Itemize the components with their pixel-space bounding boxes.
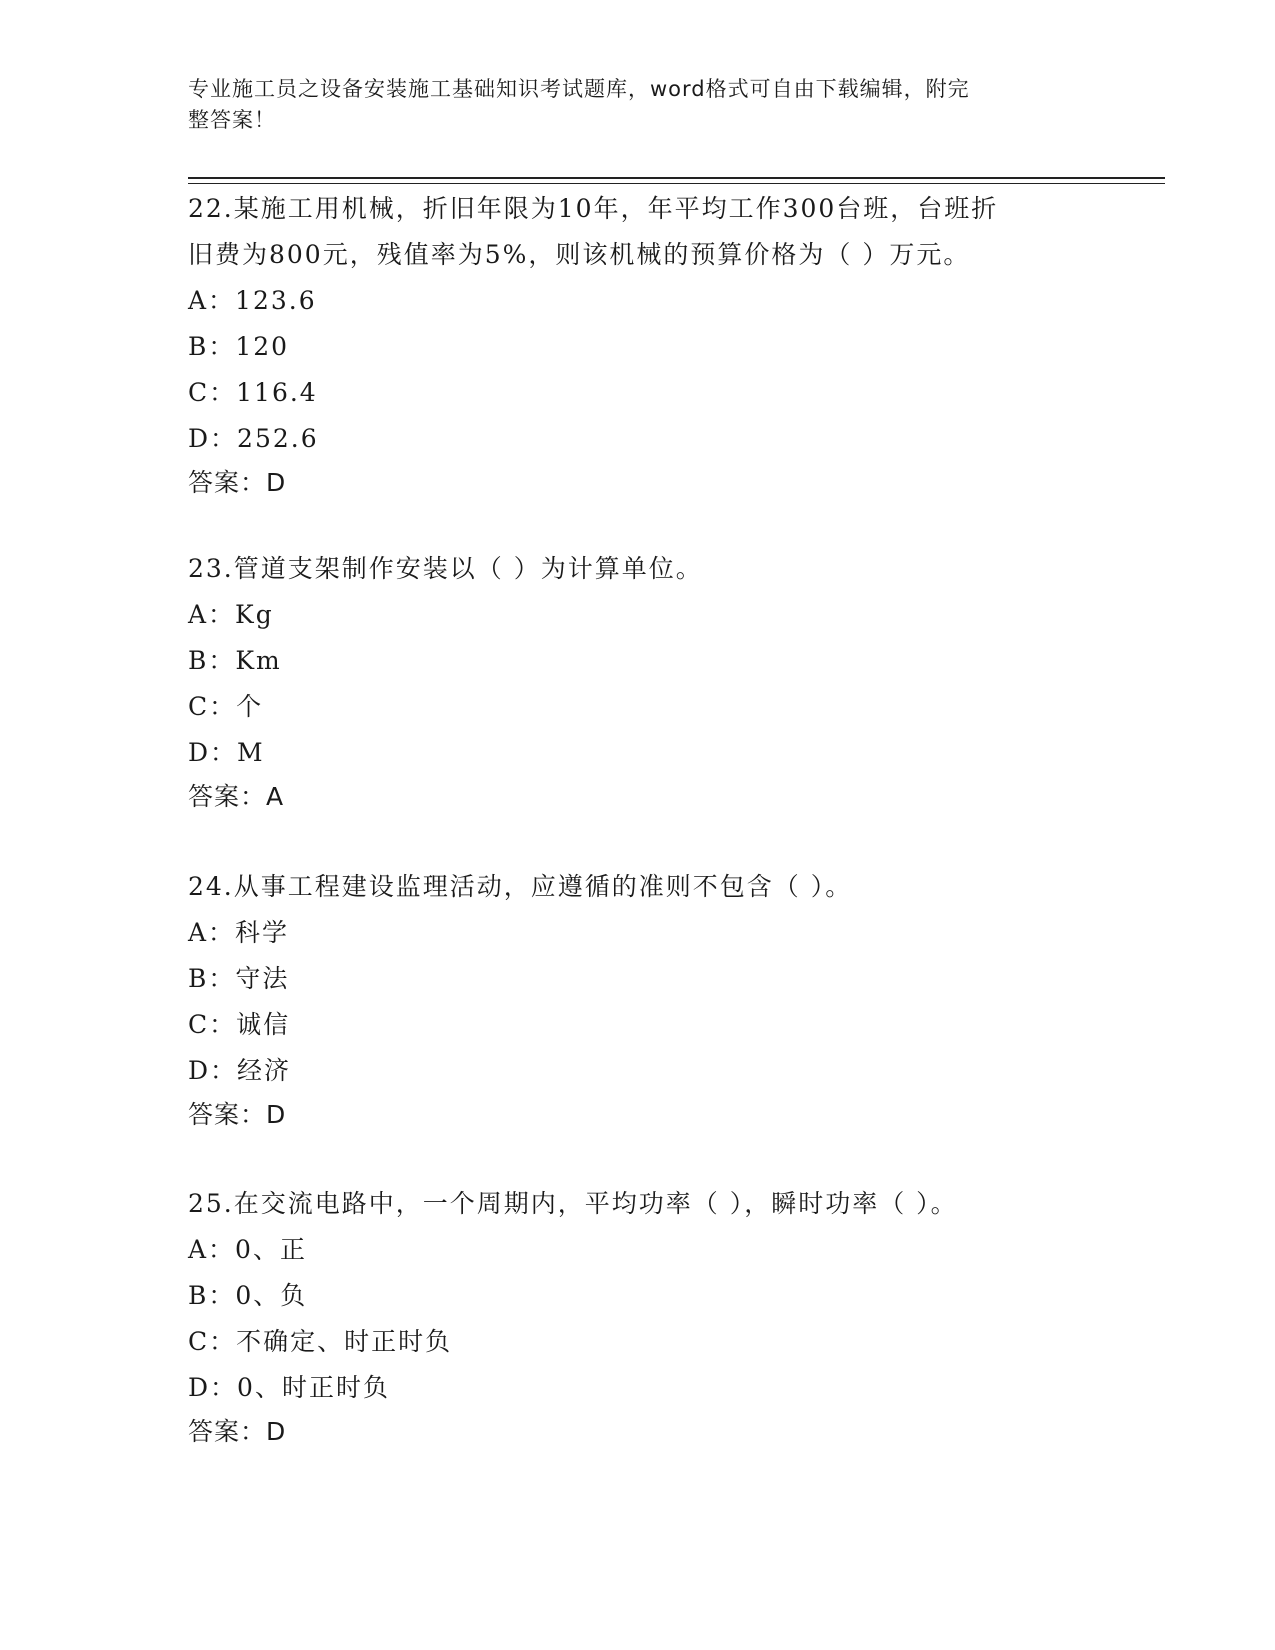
question-text: 25.在交流电路中，一个周期内，平均功率（ ），瞬时功率（ ）。 <box>188 1189 958 1218</box>
option-c: C：个 <box>188 692 264 721</box>
option-a: A：Kg <box>188 600 274 629</box>
question-text: 23.管道支架制作安装以（ ）为计算单位。 <box>188 554 703 583</box>
question-23 <box>188 546 1088 818</box>
option-a: A：0、正 <box>188 1235 307 1264</box>
question-text: 24.从事工程建设监理活动，应遵循的准则不包含（ ）。 <box>188 872 853 901</box>
question-22 <box>188 186 1088 504</box>
answer: 答案：D <box>188 1100 287 1129</box>
header-divider-thin <box>188 183 1165 184</box>
answer: 答案：A <box>188 782 285 811</box>
option-d: D：252.6 <box>188 424 319 453</box>
option-b: B：守法 <box>188 964 290 993</box>
header-line-2: 整答案！ <box>188 108 276 132</box>
answer: 答案：D <box>188 468 287 497</box>
option-c: C：116.4 <box>188 378 318 407</box>
option-a: A：科学 <box>188 918 290 947</box>
option-c: C：不确定、时正时负 <box>188 1327 453 1356</box>
question-25 <box>188 1181 1088 1453</box>
option-a: A：123.6 <box>188 286 317 315</box>
document-header <box>188 74 1068 136</box>
header-divider-thick <box>188 177 1165 179</box>
option-d: D：M <box>188 738 265 767</box>
question-24 <box>188 864 1088 1136</box>
answer: 答案：D <box>188 1417 287 1446</box>
header-line-1: 专业施工员之设备安装施工基础知识考试题库，word格式可自由下载编辑，附完 <box>188 77 970 101</box>
option-d: D：经济 <box>188 1056 292 1085</box>
question-text-continued: 旧费为800元，残值率为5%，则该机械的预算价格为（ ）万元。 <box>188 240 971 269</box>
question-text: 22.某施工用机械，折旧年限为10年，年平均工作300台班，台班折 <box>188 194 999 223</box>
option-d: D：0、时正时负 <box>188 1373 390 1402</box>
option-b: B：0、负 <box>188 1281 308 1310</box>
option-c: C：诚信 <box>188 1010 291 1039</box>
option-b: B：Km <box>188 646 282 675</box>
option-b: B：120 <box>188 332 290 361</box>
